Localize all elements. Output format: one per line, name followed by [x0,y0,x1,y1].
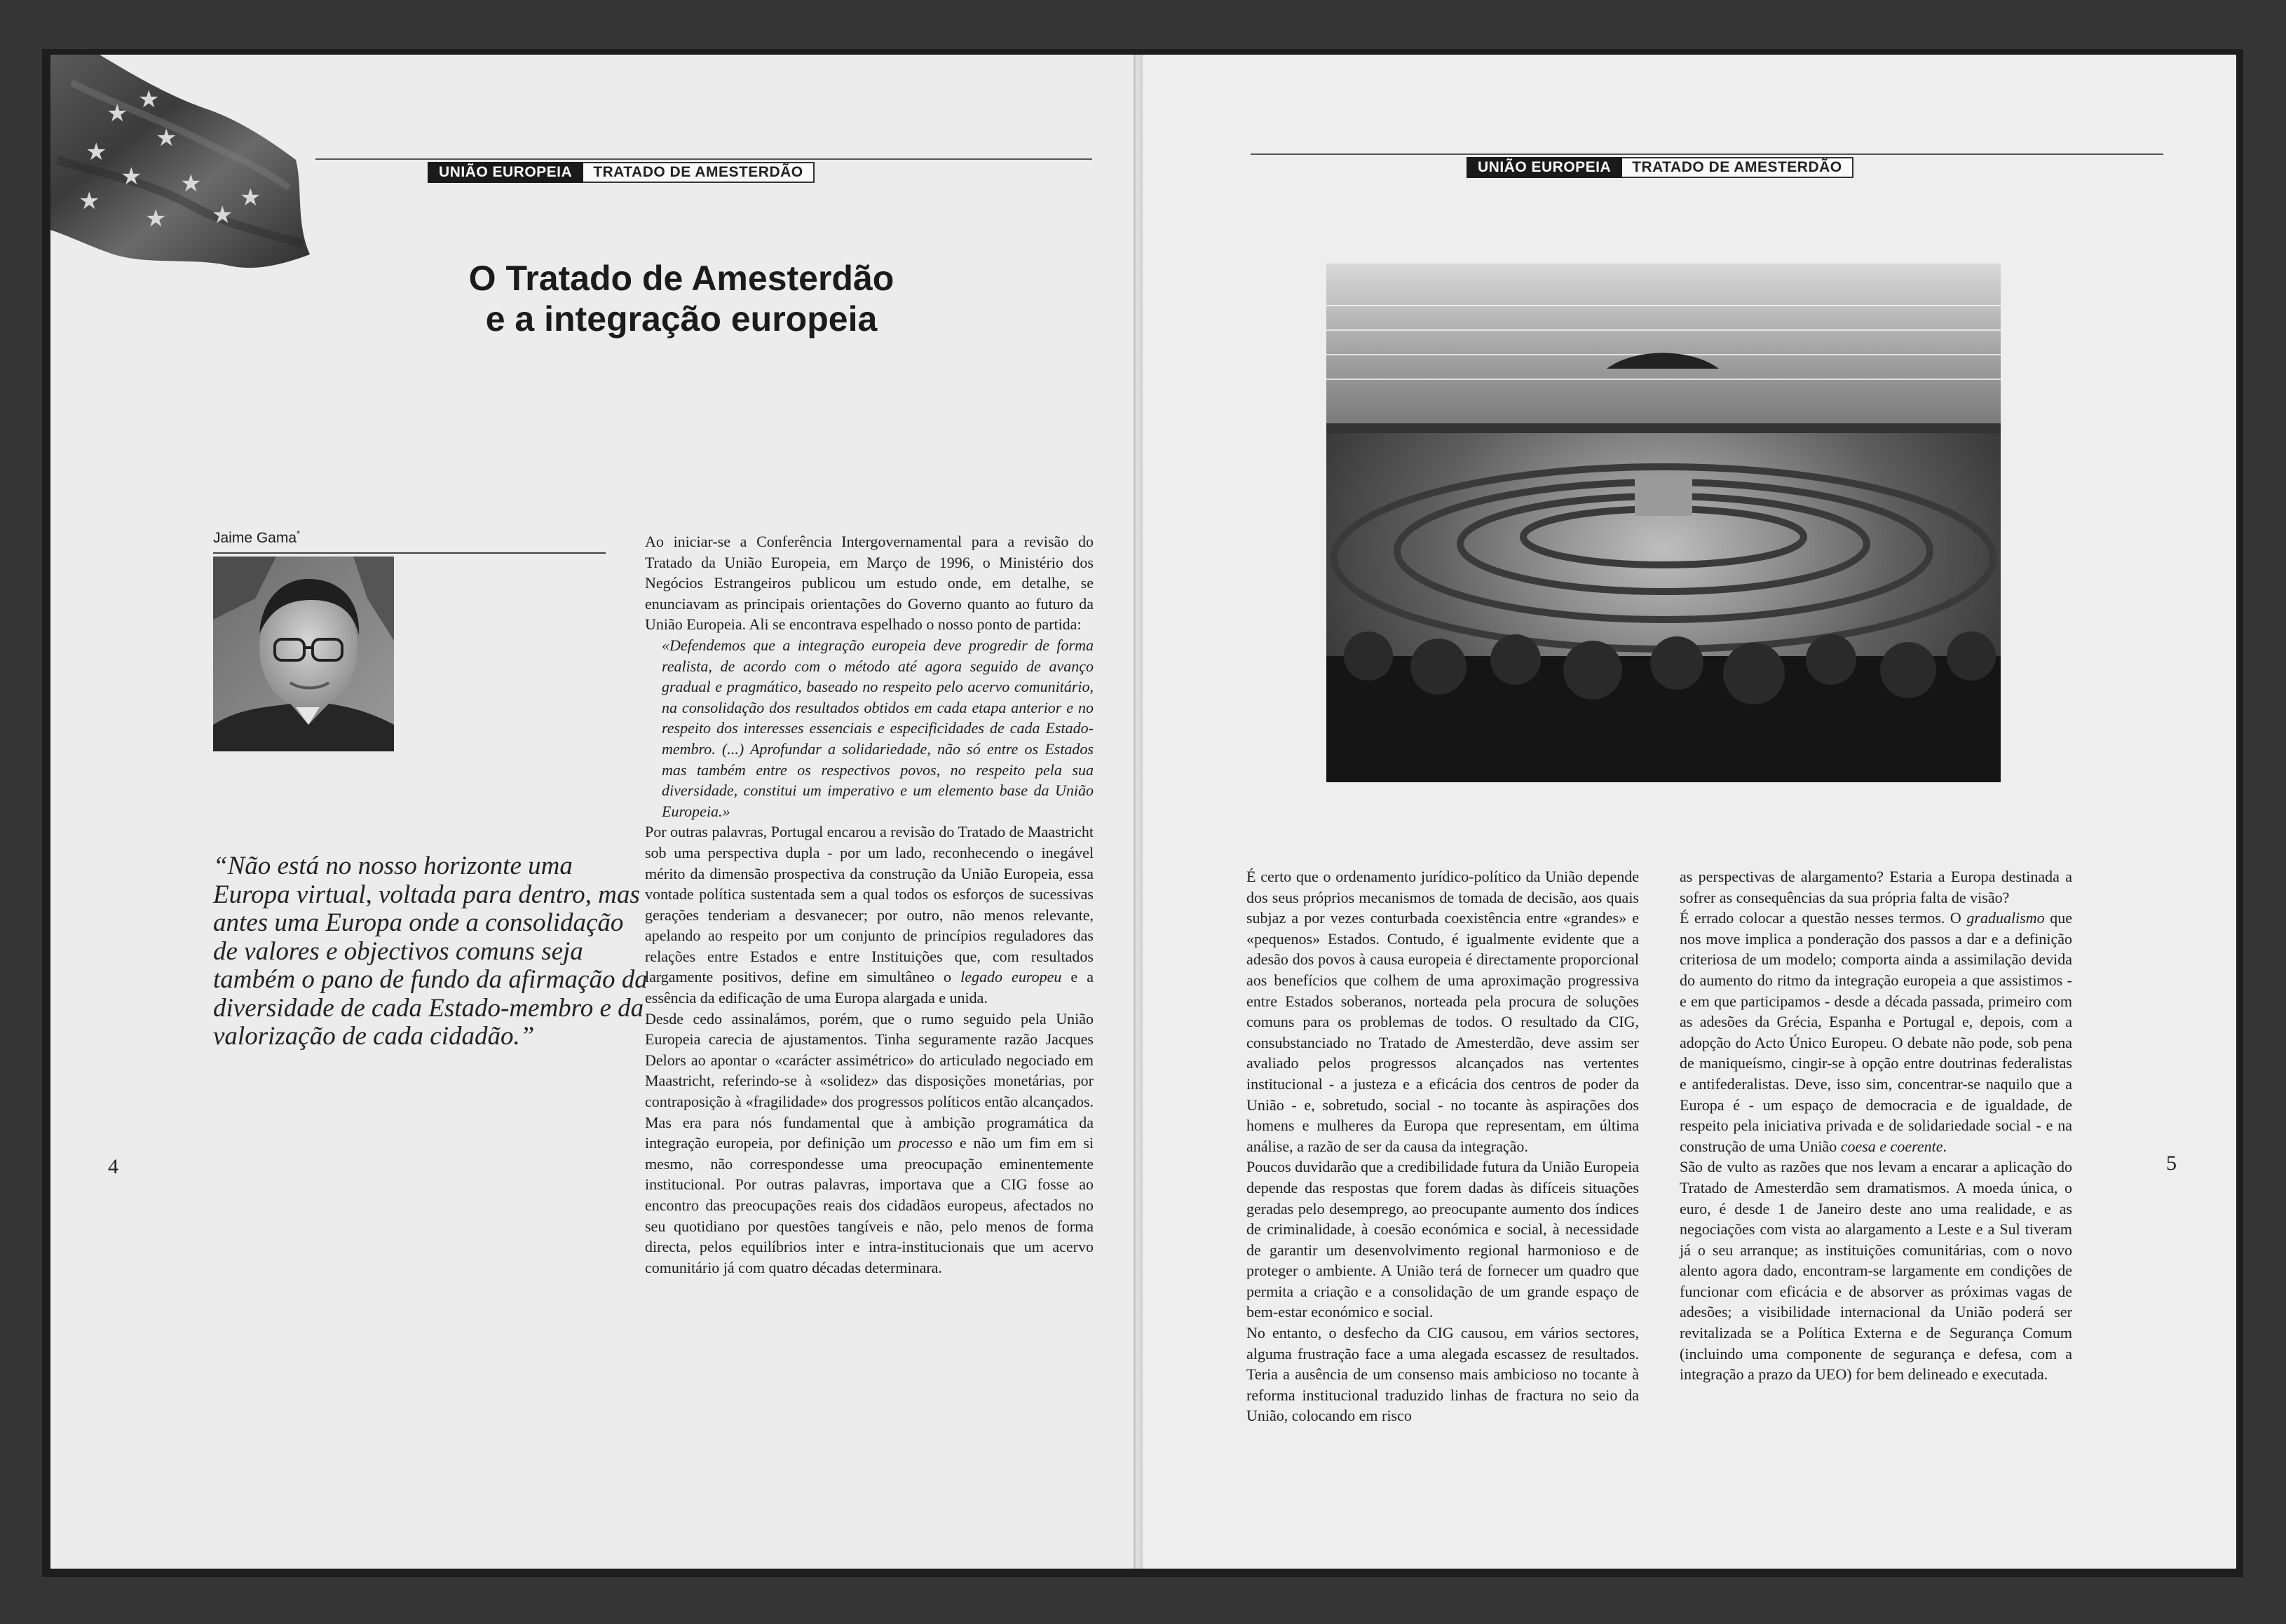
byline [213,528,300,547]
svg-text:★: ★ [145,205,167,233]
section-header [1467,157,1853,178]
topic-tag: TRATADO DE AMESTERDÃO [583,162,814,183]
left-article-column [645,531,1094,1278]
right-page [1143,55,2236,1569]
block-quote: «Defendemos que a integração europeia deve progredir de forma realista, de acordo com o método até agora seguido de avanço gradual e pragmático, baseado no respeito pelo acervo comunitário, na consolidação dos resultados obtidos em cada etapa anterior e no respeito dos interesses essenciais e especificidades de cada Estado-membro. (...) Aprofundar a solidariedade, não só entre os Estados mas também entre os respectivos povos, no respeito pela sua diversidade, constitui um imperativo e um elemento base da União Europeia.» [662,636,1094,820]
author-portrait [213,557,394,751]
parliament-hemicycle-photo [1326,264,2001,782]
svg-text:★: ★ [212,201,233,229]
svg-text:★: ★ [138,86,160,114]
page-number-left: 4 [108,1155,118,1178]
header-rule [1251,153,2163,155]
paragraph: No entanto, o desfecho da CIG causou, em vários sectores, alguma frustração face a uma alegada escassez de resultados. Teria a ausência de um consenso mais ambicioso no tocante à reforma institucional traduzido linhas de fractura no seio da União, colocando em risco [1246,1324,1639,1425]
left-page [50,55,1134,1569]
section-tag: UNIÃO EUROPEIA [1467,157,1622,178]
section-header [428,162,815,183]
title-line-2: e a integração europeia [485,299,878,339]
pull-quote: “Não está no nosso horizonte uma Europa virtual, voltada para dentro, mas antes uma Europa onde a consolidação de valores e objectivos comuns seja também o pano de fundo da afirmação da diversidade de cada Estado-membro e da valorização de cada cidadão.” [213,852,648,1051]
paragraph: São de vulto as razões que nos levam a encarar a aplicação do Tratado de Amesterdão sem dramatismos. A moeda única, o euro, é desde 1 de Janeiro deste ano uma realidade, e as negociações com vista ao alargamento a Leste e a Sul tiveram já o seu arranque; as instituições comunitárias, com o novo alento agora dado, encontram-se largamente em condições de funcionar com eficácia e de absorver as próximas vagas de adesões; a visibilidade internacional da União poderá ser revitalizada se a Política Externa e de Segurança Comum (incluindo uma componente de segurança e defesa, com a integração a prazo da UEO) for bem delineado e executada. [1680,1158,2072,1384]
paragraph: Por outras palavras, Portugal encarou a revisão do Tratado de Maastricht sob uma perspectiva dupla - por um lado, reconhecendo o inegável mérito da dimensão prospectiva da construção da União Europeia, essa vontade política sustentada sem a qual todos os esforços de sucessivas gerações tenderiam a desvanecer; por outro, não menos relevante, apelando ao respeito por um conjunto de princípios reguladores das relações entre Estados e entre Instituições que, com resultados largamente positivos, define em simultâneo o legado europeu e a essência da edificação de uma Europa alargada e unida. [645,823,1094,1007]
paragraph: as perspectivas de alargamento? Estaria a Europa destinada a sofrer as consequências da sua própria falta de visão? [1680,868,2072,906]
svg-text:★: ★ [240,184,261,212]
page-number-right: 5 [2166,1152,2177,1175]
svg-text:★: ★ [79,187,100,215]
right-article-column-1 [1246,866,1639,1426]
right-article-column-2 [1680,866,2072,1385]
svg-text:★: ★ [121,163,142,191]
paragraph: Poucos duvidarão que a credibilidade futura da União Europeia depende das respostas que forem dadas às difíceis situações geradas pelo desemprego, ao preocupante aumento dos índices de criminalidade, à coesão económica e social, à necessidade de garantir um desenvolvimento regional harmonioso e de proteger o ambiente. A União terá de fornecer um quadro que permita a criação e a consolidação de um grande espaço de bem-estar económico e social. [1246,1158,1639,1321]
paragraph: É certo que o ordenamento jurídico-político da União depende dos seus próprios mecanismos de tomada de decisão, aos quais subjaz a por vezes conturbada coexistência entre «grandes» e «pequenos» Estados. Contudo, é igualmente evidente que a adesão dos povos à causa europeia é directamente proporcional aos benefícios que colhem de uma aproximação progressiva entre Estados soberanos, norteada pela procura de soluções comuns para os problemas de todos. O resultado da CIG, consubstanciado no Tratado de Amesterdão, deve assim ser avaliado pelos progressos alcançados nas vertentes institucional - a justeza e a eficácia dos centros de poder da União - e, sobretudo, social - no tocante às aspirações dos homens e mulheres da Europa que representam, em última análise, a razão de ser da causa da integração. [1246,868,1639,1155]
paragraph: Ao iniciar-se a Conferência Intergovernamental para a revisão do Tratado da União Europeia, em Março de 1996, o Ministério dos Negócios Estrangeiros publicou um estudo onde, em detalhe, se enunciavam as principais orientações do Governo quanto ao futuro da União Europeia. Ali se encontrava espelhado o nosso ponto de partida: [645,533,1094,634]
paragraph: É errado colocar a questão nesses termos. O gradualismo que nos move implica a ponderação dos passos a dar e a definição criteriosa de um modelo; comporta ainda a assimilação devida do aumento do ritmo da integração europeia a que assistimos - e em que participamos - desde a década passada, primeiro com as adesões da Grécia, Espanha e Portugal e, depois, com a adopção do Acto Único Europeu. O debate não pode, sob pena de maniqueísmo, cingir-se à opção entre doutrinas federalistas e antifederalistas. Deve, isso sim, concentrar-se naquilo que a Europa é - um espaço de democracia e de igualdade, de respeito pela iniciativa privada e de solidariedade social - e na construção de uma União coesa e coerente. [1680,909,2072,1155]
article-title [331,258,1032,339]
eu-flag-image [50,55,317,307]
svg-text:★: ★ [156,124,177,152]
svg-text:★: ★ [180,170,202,198]
byline-rule [213,552,606,554]
section-tag: UNIÃO EUROPEIA [428,162,583,183]
topic-tag: TRATADO DE AMESTERDÃO [1622,157,1853,178]
author-footnote-mark: * [297,528,301,539]
svg-text:★: ★ [107,100,128,128]
svg-text:★: ★ [86,138,107,166]
paragraph: Desde cedo assinalámos, porém, que o rumo seguido pela União Europeia carecia de ajustamentos. Tinha seguramente razão Jacques Delors ao apontar o «carácter assimétrico» do articulado negociado em Maastricht, referindo-se à «solidez» das disposições monetárias, por contraposição à «fragilidade» dos progressos políticos então alcançados. Mas era para nós fundamental que à ambição programática da integração europeia, por definição um processo e não um fim em si mesmo, não correspondesse uma preocupação eminentemente institucional. Por outras palavras, importava que a CIG fosse ao encontro das preocupações reais dos cidadãos europeus, afectados no seu quotidiano por questões tangíveis e não, pelo menos de forma directa, pelos equilíbrios inter e intra-institucionais que um acervo comunitário já com quatro décadas determinara. [645,1009,1094,1276]
author-name: Jaime Gama [213,530,297,546]
title-line-1: O Tratado de Amesterdão [468,259,894,298]
spine-gutter [1134,55,1143,1569]
header-rule [315,158,1092,160]
